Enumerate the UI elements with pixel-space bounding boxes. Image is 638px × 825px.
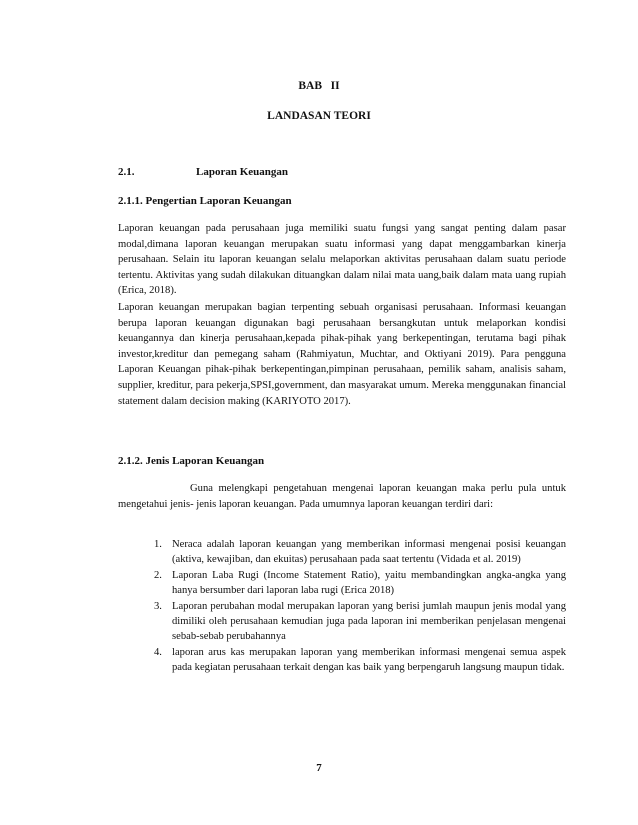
list-number: 4. [154, 646, 162, 658]
list-text: Neraca adalah laporan keuangan yang memberikan informasi mengenai posisi keuangan (aktiva, kewajiban, dan ekuitas) perusahaan pada saat tertentu (Vidada et al. 2019) [172, 539, 566, 566]
list-item [154, 568, 566, 599]
page-number: 7 [316, 762, 322, 774]
list-number: 3. [154, 600, 162, 612]
list-text: laporan arus kas merupakan laporan yang memberikan informasi mengenai semua aspek pada kegiatan perusahaan terkait dengan kas baik yang berpengaruh langsung maupun tidak. [172, 646, 566, 674]
section-title: Laporan Keuangan [196, 166, 288, 178]
list-text: Laporan perubahan modal merupakan laporan yang berisi jumlah maupun jenis modal yang dimiliki oleh perusahaan kemudian juga pada laporan ini memberikan penjelasan mengenai sebab-sebab perubahannya [172, 600, 566, 643]
list-number: 2. [154, 569, 162, 581]
list-text: Laporan Laba Rugi (Income Statement Ratio), yaitu membandingkan angka-angka yang hanya bersumber dari laporan laba rugi (Erica 2018) [172, 569, 566, 597]
list-item [154, 645, 566, 676]
list-item [154, 599, 566, 645]
section-number: 2.1. [118, 166, 135, 178]
paragraph: Guna melengkapi pengetahuan mengenai laporan keuangan maka perlu pula untuk mengetahui jenis- jenis laporan keuangan. Pada umumnya laporan keuangan terdiri dari: [118, 483, 566, 510]
paragraph: Laporan keuangan merupakan bagian terpenting sebuah organisasi perusahaan. Informasi keuangan berupa laporan keuangan digunakan bagi perusahaan bersangkutan untuk melaporkan kondisi keuangannya dan kinerja perusahaan,kepada pihak-pihak yang berkepentingan, terutama bagi pihak investor,kreditur dan pemegang saham (Rahmiyatun, Muchtar, and Oktiyani 2019). Para pengguna Laporan Keuangan pihak-pihak berkepentingan,pimpinan perusahaan, pemilik saham, analisis saham, supplier, kreditur, para pekerja,SPSI,government, dan masyarakat umum. Mereka menggunakan financial statement dalam decision making (KARIYOTO 2017). [118, 302, 566, 407]
subsection-heading: 2.1.2. Jenis Laporan Keuangan [118, 455, 265, 467]
subsection-heading: 2.1.1. Pengertian Laporan Keuangan [118, 195, 292, 207]
ordered-list [154, 537, 566, 676]
chapter-title: LANDASAN TEORI [267, 110, 371, 122]
paragraph: Laporan keuangan pada perusahaan juga memiliki suatu fungsi yang sangat penting dalam pasar modal,dimana laporan keuangan merupakan suatu informasi yang dapat menggambarkan kinerja perusahaan. Selain itu laporan keuangan selalu melaporkan aktivitas perusahaan dalam suatu periode tertentu. Aktivitas yang sudah dilakukan dituangkan dalam nilai mata uang,baik dalam mata uang rupiah (Erica, 2018). [118, 223, 566, 297]
list-item [154, 537, 566, 568]
list-number: 1. [154, 539, 162, 550]
chapter-label: BAB II [298, 80, 340, 92]
